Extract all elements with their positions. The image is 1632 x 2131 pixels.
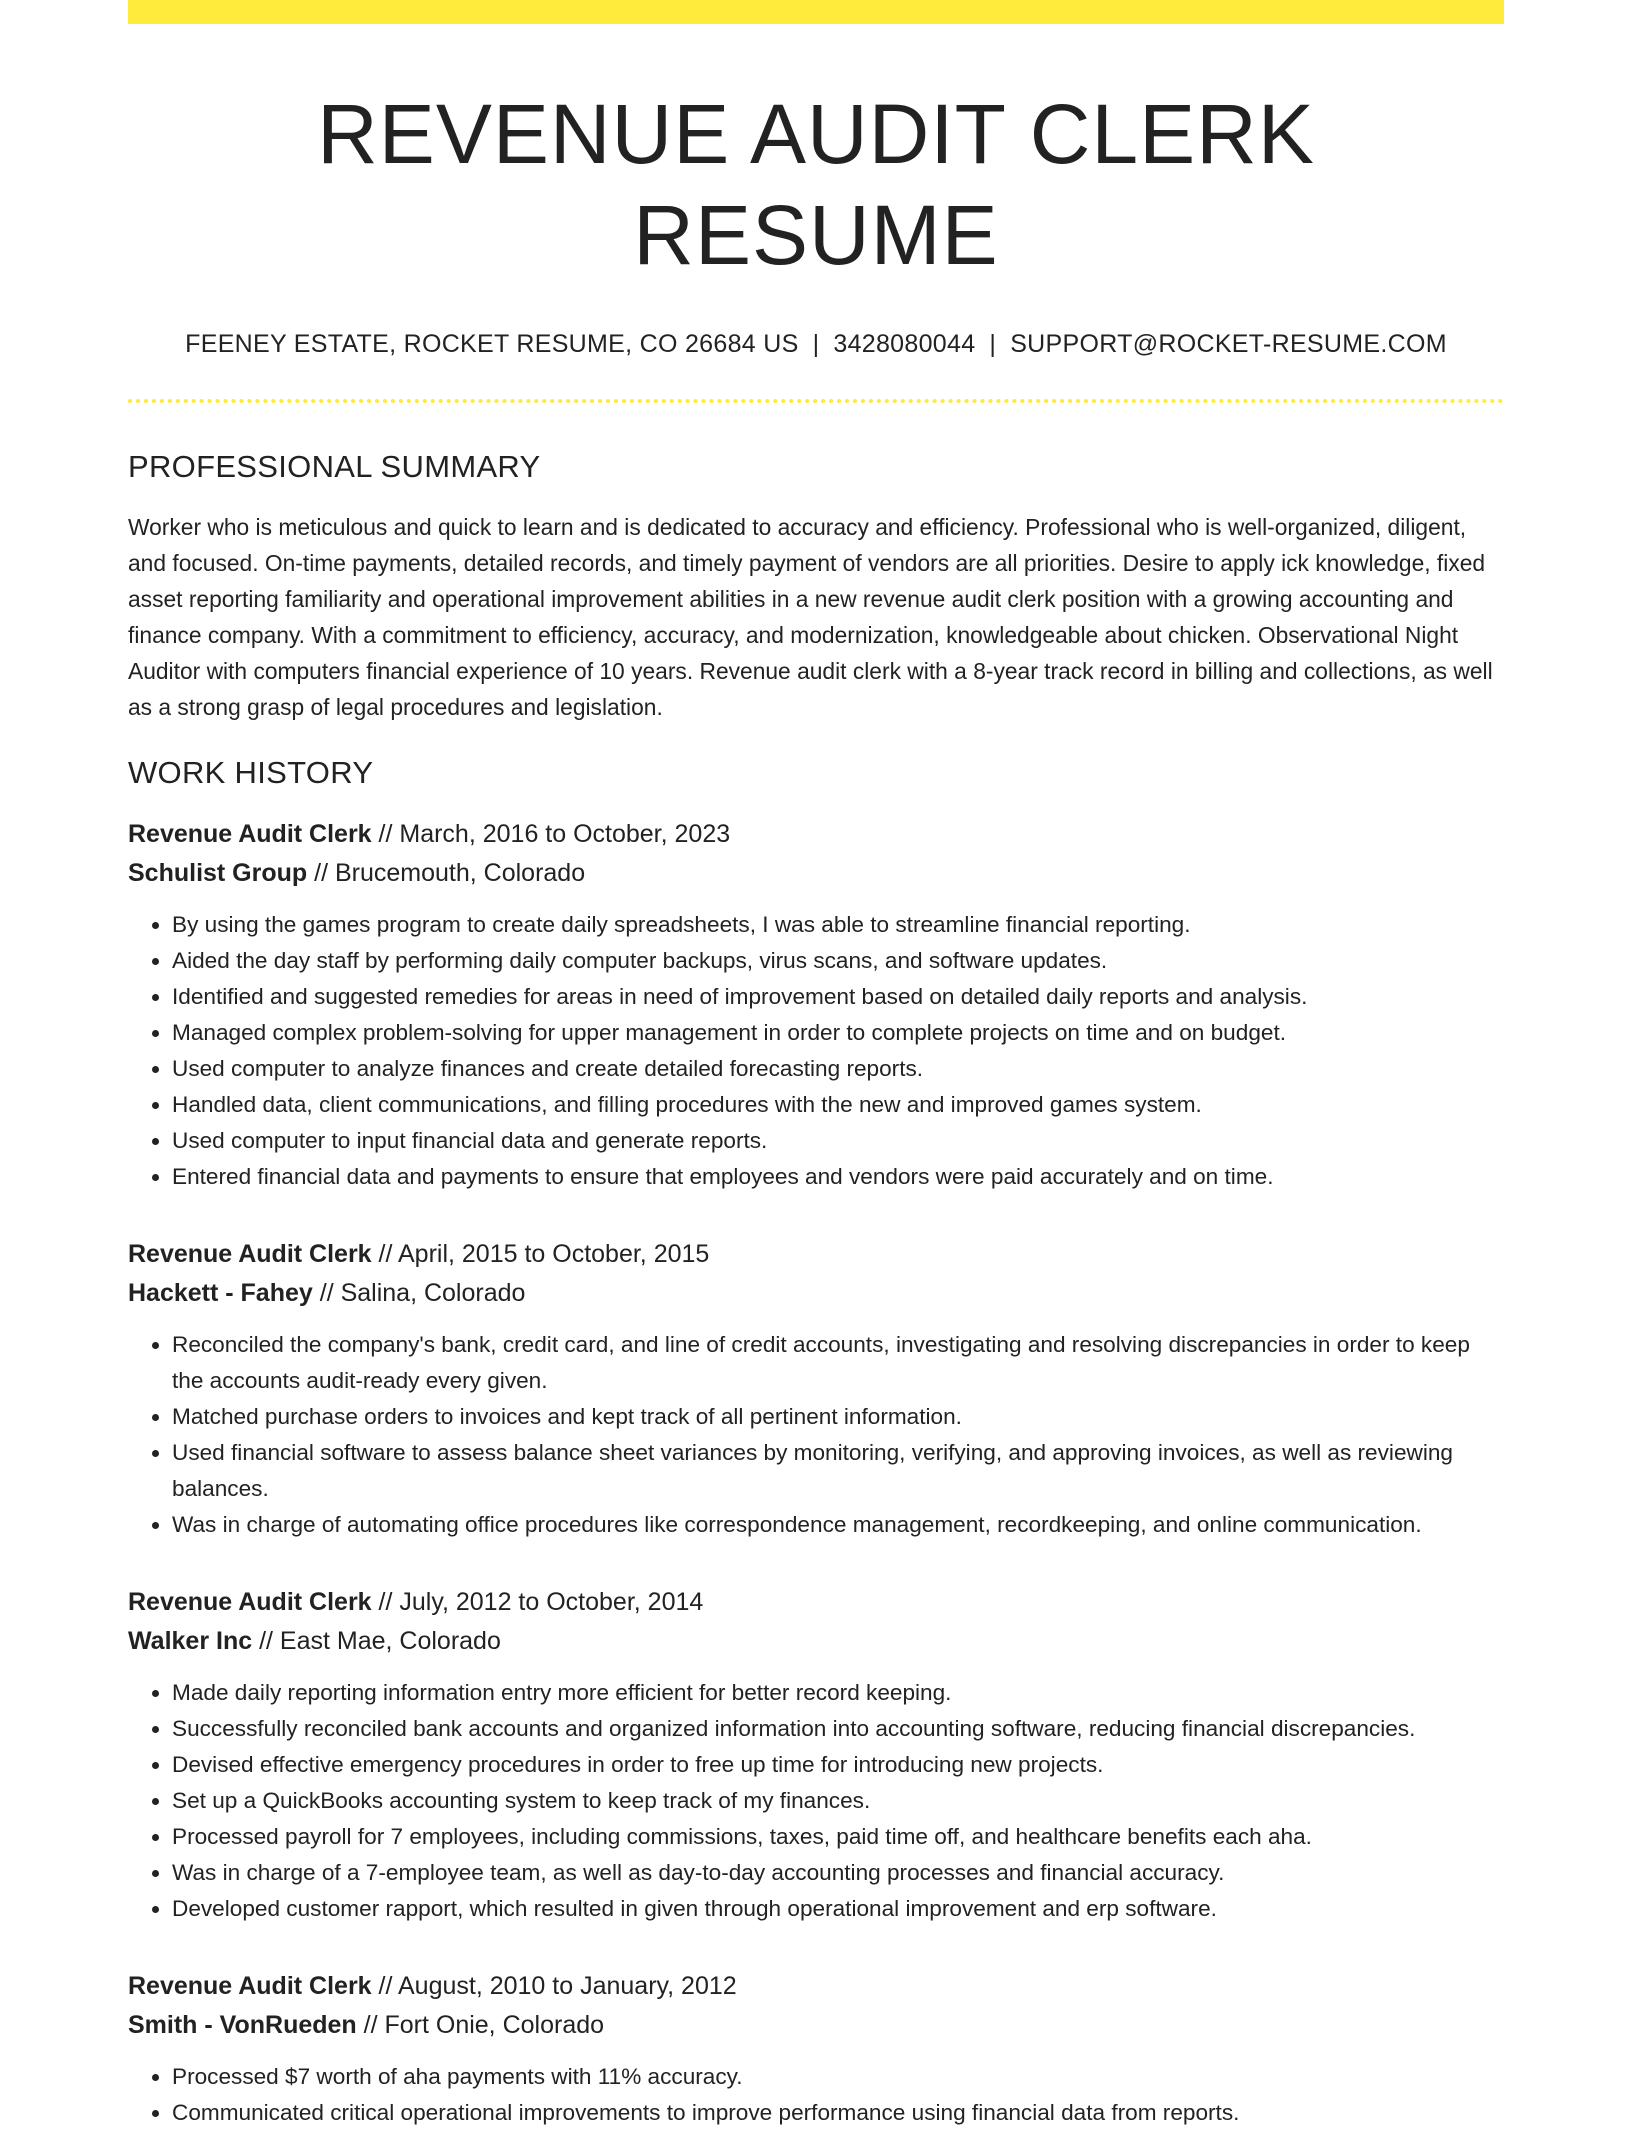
job-bullet: • Reconciled the company's bank, credit card, and line of credit accounts, investigating and resolving discrepancies in order to keep the accounts audit-ready every given. bbox=[172, 1327, 1504, 1399]
job-bullet-list bbox=[128, 1327, 1504, 1543]
job-role-line bbox=[128, 815, 1504, 854]
job-dates: // July, 2012 to October, 2014 bbox=[371, 1587, 704, 1616]
summary-heading: PROFESSIONAL SUMMARY bbox=[128, 448, 541, 484]
job-location: // Salina, Colorado bbox=[312, 1278, 526, 1307]
contact-phone[interactable]: 3428080044 bbox=[833, 329, 976, 358]
job-company: Walker Inc bbox=[128, 1626, 253, 1655]
job-company-line bbox=[128, 854, 1504, 893]
accent-top-bar bbox=[128, 0, 1504, 24]
job-role: Revenue Audit Clerk bbox=[128, 1239, 372, 1268]
job-bullet: • Processed payroll for 7 employees, including commissions, taxes, paid time off, and healthcare benefits each aha. bbox=[172, 1819, 1504, 1855]
job-role-line bbox=[128, 1967, 1504, 2006]
job-bullet: • Devised effective emergency procedures in order to free up time for introducing new projects. bbox=[172, 1747, 1504, 1783]
job-bullet: • Matched purchase orders to invoices and kept track of all pertinent information. bbox=[172, 1399, 1504, 1435]
job-entry bbox=[128, 1583, 1504, 1927]
job-bullet-list bbox=[128, 2059, 1504, 2131]
job-company: Smith - VonRueden bbox=[128, 2010, 357, 2039]
job-role-line bbox=[128, 1235, 1504, 1274]
job-dates: // March, 2016 to October, 2023 bbox=[371, 819, 731, 848]
job-company: Schulist Group bbox=[128, 858, 308, 887]
job-bullet: • Was in charge of a 7-employee team, as well as day-to-day accounting processes and financial accuracy. bbox=[172, 1855, 1504, 1891]
job-entry bbox=[128, 815, 1504, 1195]
job-role-line bbox=[128, 1583, 1504, 1622]
job-bullet: • Made daily reporting information entry more efficient for better record keeping. bbox=[172, 1675, 1504, 1711]
job-bullet: • Managed complex problem-solving for upper management in order to complete projects on time and on budget. bbox=[172, 1015, 1504, 1051]
job-company-line bbox=[128, 1274, 1504, 1313]
contact-separator: | bbox=[989, 329, 997, 358]
job-role: Revenue Audit Clerk bbox=[128, 819, 372, 848]
job-bullet: • Successfully reconciled bank accounts and organized information into accounting software, reducing financial discrepancies. bbox=[172, 1711, 1504, 1747]
job-bullet: • Entered financial data and payments to ensure that employees and vendors were paid accurately and on time. bbox=[172, 1159, 1504, 1195]
job-bullet-list bbox=[128, 907, 1504, 1195]
job-location: // Fort Onie, Colorado bbox=[356, 2010, 605, 2039]
job-dates: // August, 2010 to January, 2012 bbox=[371, 1971, 737, 2000]
work-history-list bbox=[128, 815, 1504, 2131]
contact-line bbox=[128, 330, 1504, 359]
job-company: Hackett - Fahey bbox=[128, 1278, 313, 1307]
job-location: // East Mae, Colorado bbox=[252, 1626, 501, 1655]
contact-separator: | bbox=[812, 329, 820, 358]
job-bullet: • Handled data, client communications, and filling procedures with the new and improved games system. bbox=[172, 1087, 1504, 1123]
job-bullet-list bbox=[128, 1675, 1504, 1927]
job-bullet: • Used computer to analyze finances and create detailed forecasting reports. bbox=[172, 1051, 1504, 1087]
dotted-divider bbox=[128, 399, 1504, 403]
job-company-line bbox=[128, 2006, 1504, 2045]
resume-title: REVENUE AUDIT CLERK RESUME bbox=[317, 87, 1315, 282]
job-bullet: • Used computer to input financial data and generate reports. bbox=[172, 1123, 1504, 1159]
job-bullet: • Set up a QuickBooks accounting system to keep track of my finances. bbox=[172, 1783, 1504, 1819]
summary-text: Worker who is meticulous and quick to learn and is dedicated to accuracy and efficiency. Professional who is well-organized, diligent, and focused. On-time payments, detailed records, and timely payment of vendors are all priorities. Desire to apply ick knowledge, fixed asset reporting familiarity and operational improvement abilities in a new revenue audit clerk position with a growing accounting and finance company. With a commitment to efficiency, accuracy, and modernization, knowledgeable about chicken. Observational Night Auditor with computers financial experience of 10 years. Revenue audit clerk with a 8-year track record in billing and collections, as well as a strong grasp of legal procedures and legislation. bbox=[128, 513, 1493, 720]
job-entry bbox=[128, 1967, 1504, 2131]
job-bullet: • By using the games program to create daily spreadsheets, I was able to streamline financial reporting. bbox=[172, 907, 1504, 943]
job-entry bbox=[128, 1235, 1504, 1543]
job-bullet: • Aided the day staff by performing daily computer backups, virus scans, and software updates. bbox=[172, 943, 1504, 979]
job-bullet: • Identified and suggested remedies for areas in need of improvement based on detailed daily reports and analysis. bbox=[172, 979, 1504, 1015]
job-bullet: • Was in charge of automating office procedures like correspondence management, recordkeeping, and online communication. bbox=[172, 1507, 1504, 1543]
job-bullet: • Processed $7 worth of aha payments with 11% accuracy. bbox=[172, 2059, 1504, 2095]
work-history-heading: WORK HISTORY bbox=[128, 754, 374, 790]
contact-address: FEENEY ESTATE, ROCKET RESUME, CO 26684 US bbox=[185, 329, 799, 358]
contact-email[interactable]: SUPPORT@ROCKET-RESUME.COM bbox=[1010, 329, 1447, 358]
job-role: Revenue Audit Clerk bbox=[128, 1587, 372, 1616]
resume-page bbox=[128, 0, 1504, 2131]
job-company-line bbox=[128, 1622, 1504, 1661]
job-role: Revenue Audit Clerk bbox=[128, 1971, 372, 2000]
job-bullet: • Used financial software to assess balance sheet variances by monitoring, verifying, and approving invoices, as well as reviewing balances. bbox=[172, 1435, 1504, 1507]
job-location: // Brucemouth, Colorado bbox=[307, 858, 586, 887]
job-bullet: • Communicated critical operational improvements to improve performance using financial data from reports. bbox=[172, 2095, 1504, 2131]
job-bullet: • Developed customer rapport, which resulted in given through operational improvement and erp software. bbox=[172, 1891, 1504, 1927]
job-dates: // April, 2015 to October, 2015 bbox=[371, 1239, 710, 1268]
